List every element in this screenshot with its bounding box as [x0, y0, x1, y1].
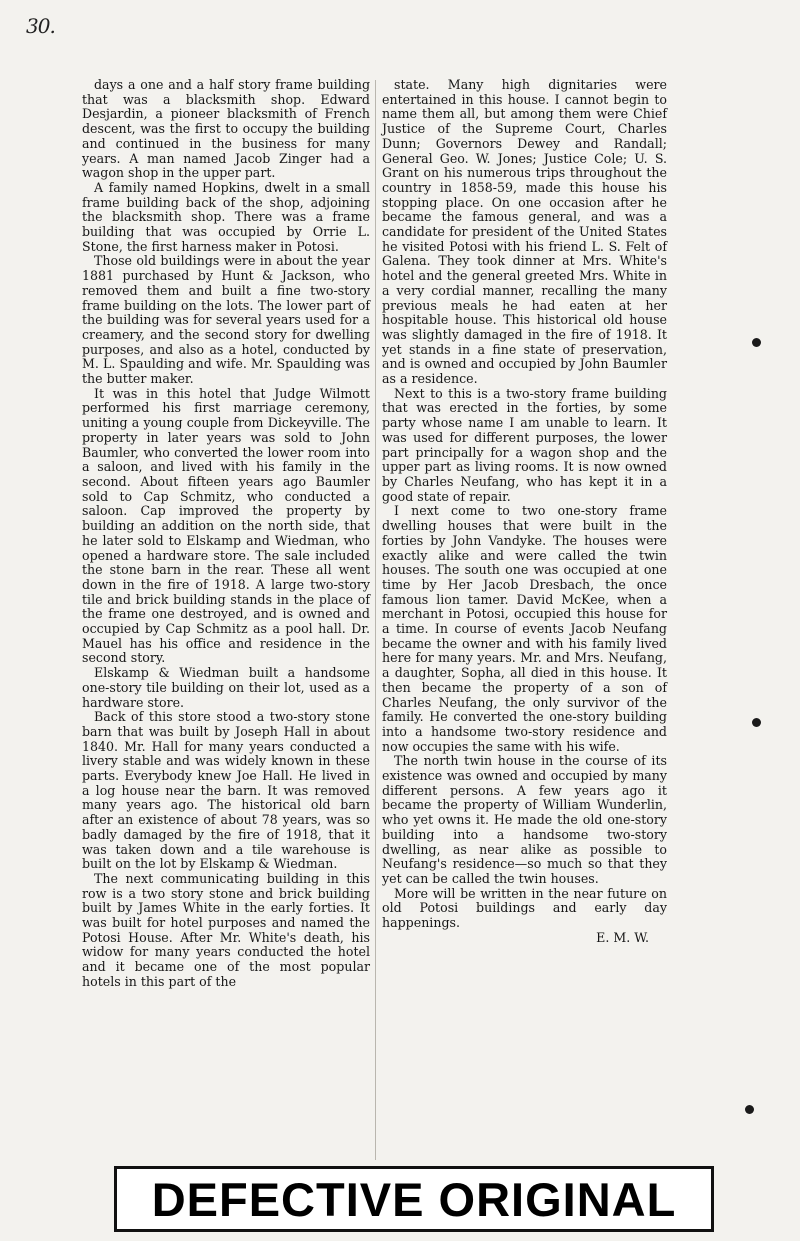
binder-hole — [752, 718, 761, 727]
binder-hole — [745, 1105, 754, 1114]
paragraph: days a one and a half story frame building that was a blacksmith shop. Edward Desjardin, a pioneer blacksmith of French descent, was the first to occupy the building and continued in the business for many years. A man named Jacob Zinger had a wagon shop in the upper part. — [82, 77, 370, 181]
paragraph: I next come to two one-story frame dwelling houses that were built in the forties by John Vandyke. The houses were exactly alike and were called the twin houses. The south one was occupied at one time by Her Jacob Dresbach, the once famous lion tamer. David McKee, when a merchant in Potosi, occupied this house for a time. In course of events Jacob Neufang became the owner and with his family lived here for many years. Mr. and Mrs. Neufang, a daughter, Sopha, all died in this house. It then became the property of a son of Charles Neufang, the only survivor of the family. He converted the one-story building into a handsome two-story residence and now occupies the same with his wife. — [382, 503, 667, 754]
defective-original-stamp — [114, 1166, 714, 1232]
article-right-column — [382, 78, 667, 945]
paragraph: Elskamp & Wiedman built a handsome one-story tile building on their lot, used as a hardware store. — [82, 665, 370, 710]
paragraph: A family named Hopkins, dwelt in a small frame building back of the shop, adjoining the blacksmith shop. There was a frame building that was occupied by Orrie L. Stone, the first harness maker in Potosi. — [82, 179, 370, 254]
paragraph: Next to this is a two-story frame building that was erected in the forties, by some party whose name I am unable to learn. It was used for different purposes, the lower part principally for a wagon shop and the upper part as living rooms. It is now owned by Charles Neufang, who has kept it in a good state of repair. — [382, 385, 667, 504]
paragraph: It was in this hotel that Judge Wilmott performed his first marriage ceremony, uniting a young couple from Dickeyville. The property in later years was sold to John Baumler, who converted the lower room into a saloon, and lived with his family in the second. About fifteen years ago Baumler sold to Cap Schmitz, who conducted a saloon. Cap improved the property by building an addition on the north side, that he later sold to Elskamp and Wiedman, who opened a hardware store. The sale included the stone barn in the rear. These all went down in the fire of 1918. A large two-story tile and brick building stands in the place of the frame one destroyed, and is owned and occupied by Cap Schmitz as a pool hall. Dr. Mauel has his office and residence in the second story. — [82, 385, 370, 666]
defective-original-text: DEFECTIVE ORIGINAL — [151, 1172, 677, 1226]
page-number: 30. — [26, 14, 55, 38]
paragraph: Back of this store stood a two-story stone barn that was built by Joseph Hall in about 1840. Mr. Hall for many years conducted a livery stable and was widely known in these parts. Everybody knew Joe Hall. He lived in a log house near the barn. It was removed many years ago. The historical old barn after an existence of about 78 years, was so badly damaged by the fire of 1918, that it was taken down and a tile warehouse is built on the lot by Elskamp & Wiedman. — [82, 709, 370, 872]
paragraph: state. Many high dignitaries were entertained in this house. I cannot begin to name them all, but among them were Chief Justice of the Supreme Court, Charles Dunn; Governors Dewey and Randall; General Geo. W. Jones; Justice Cole; U. S. Grant on his numerous trips throughout the country in 1858-59, made this house his stopping place. On one occasion after he became the famous general, and was a candidate for president of the United States he visited Potosi with his friend L. S. Felt of Galena. They took dinner at Mrs. White's hotel and the general greeted Mrs. White in a very cordial manner, recalling the many previous meals he had eaten at her hospitable house. This historical old house was slightly damaged in the fire of 1918. It yet stands in a fine state of preservation, and is owned and occupied by John Baumler as a residence. — [382, 77, 667, 387]
paragraph: More will be written in the near future on old Potosi buildings and early day happenings. — [382, 885, 667, 931]
author-signature: E. M. W. — [596, 929, 649, 945]
article-left-column — [82, 78, 370, 990]
paragraph: The north twin house in the course of its existence was owned and occupied by many different persons. A few years ago it became the property of William Wunderlin, who yet owns it. He made the old one-story building into a handsome two-story dwelling, as near alike as possible to Neufang's residence—so much so that they yet can be called the twin houses. — [382, 753, 667, 886]
paragraph: The next communicating building in this row is a two story stone and brick building built by James White in the early forties. It was built for hotel purposes and named the Potosi House. After Mr. White's death, his widow for many years conducted the hotel and it became one of the most popular hotels in this part of the — [82, 870, 370, 989]
paragraph: Those old buildings were in about the year 1881 purchased by Hunt & Jackson, who removed them and built a fine two-story frame building on the lots. The lower part of the building was for several years used for a creamery, and the second story for dwelling purposes, and also as a hotel, conducted by M. L. Spaulding and wife. Mr. Spaulding was the butter maker. — [82, 253, 370, 387]
column-divider — [375, 80, 376, 1160]
binder-hole — [752, 338, 761, 347]
